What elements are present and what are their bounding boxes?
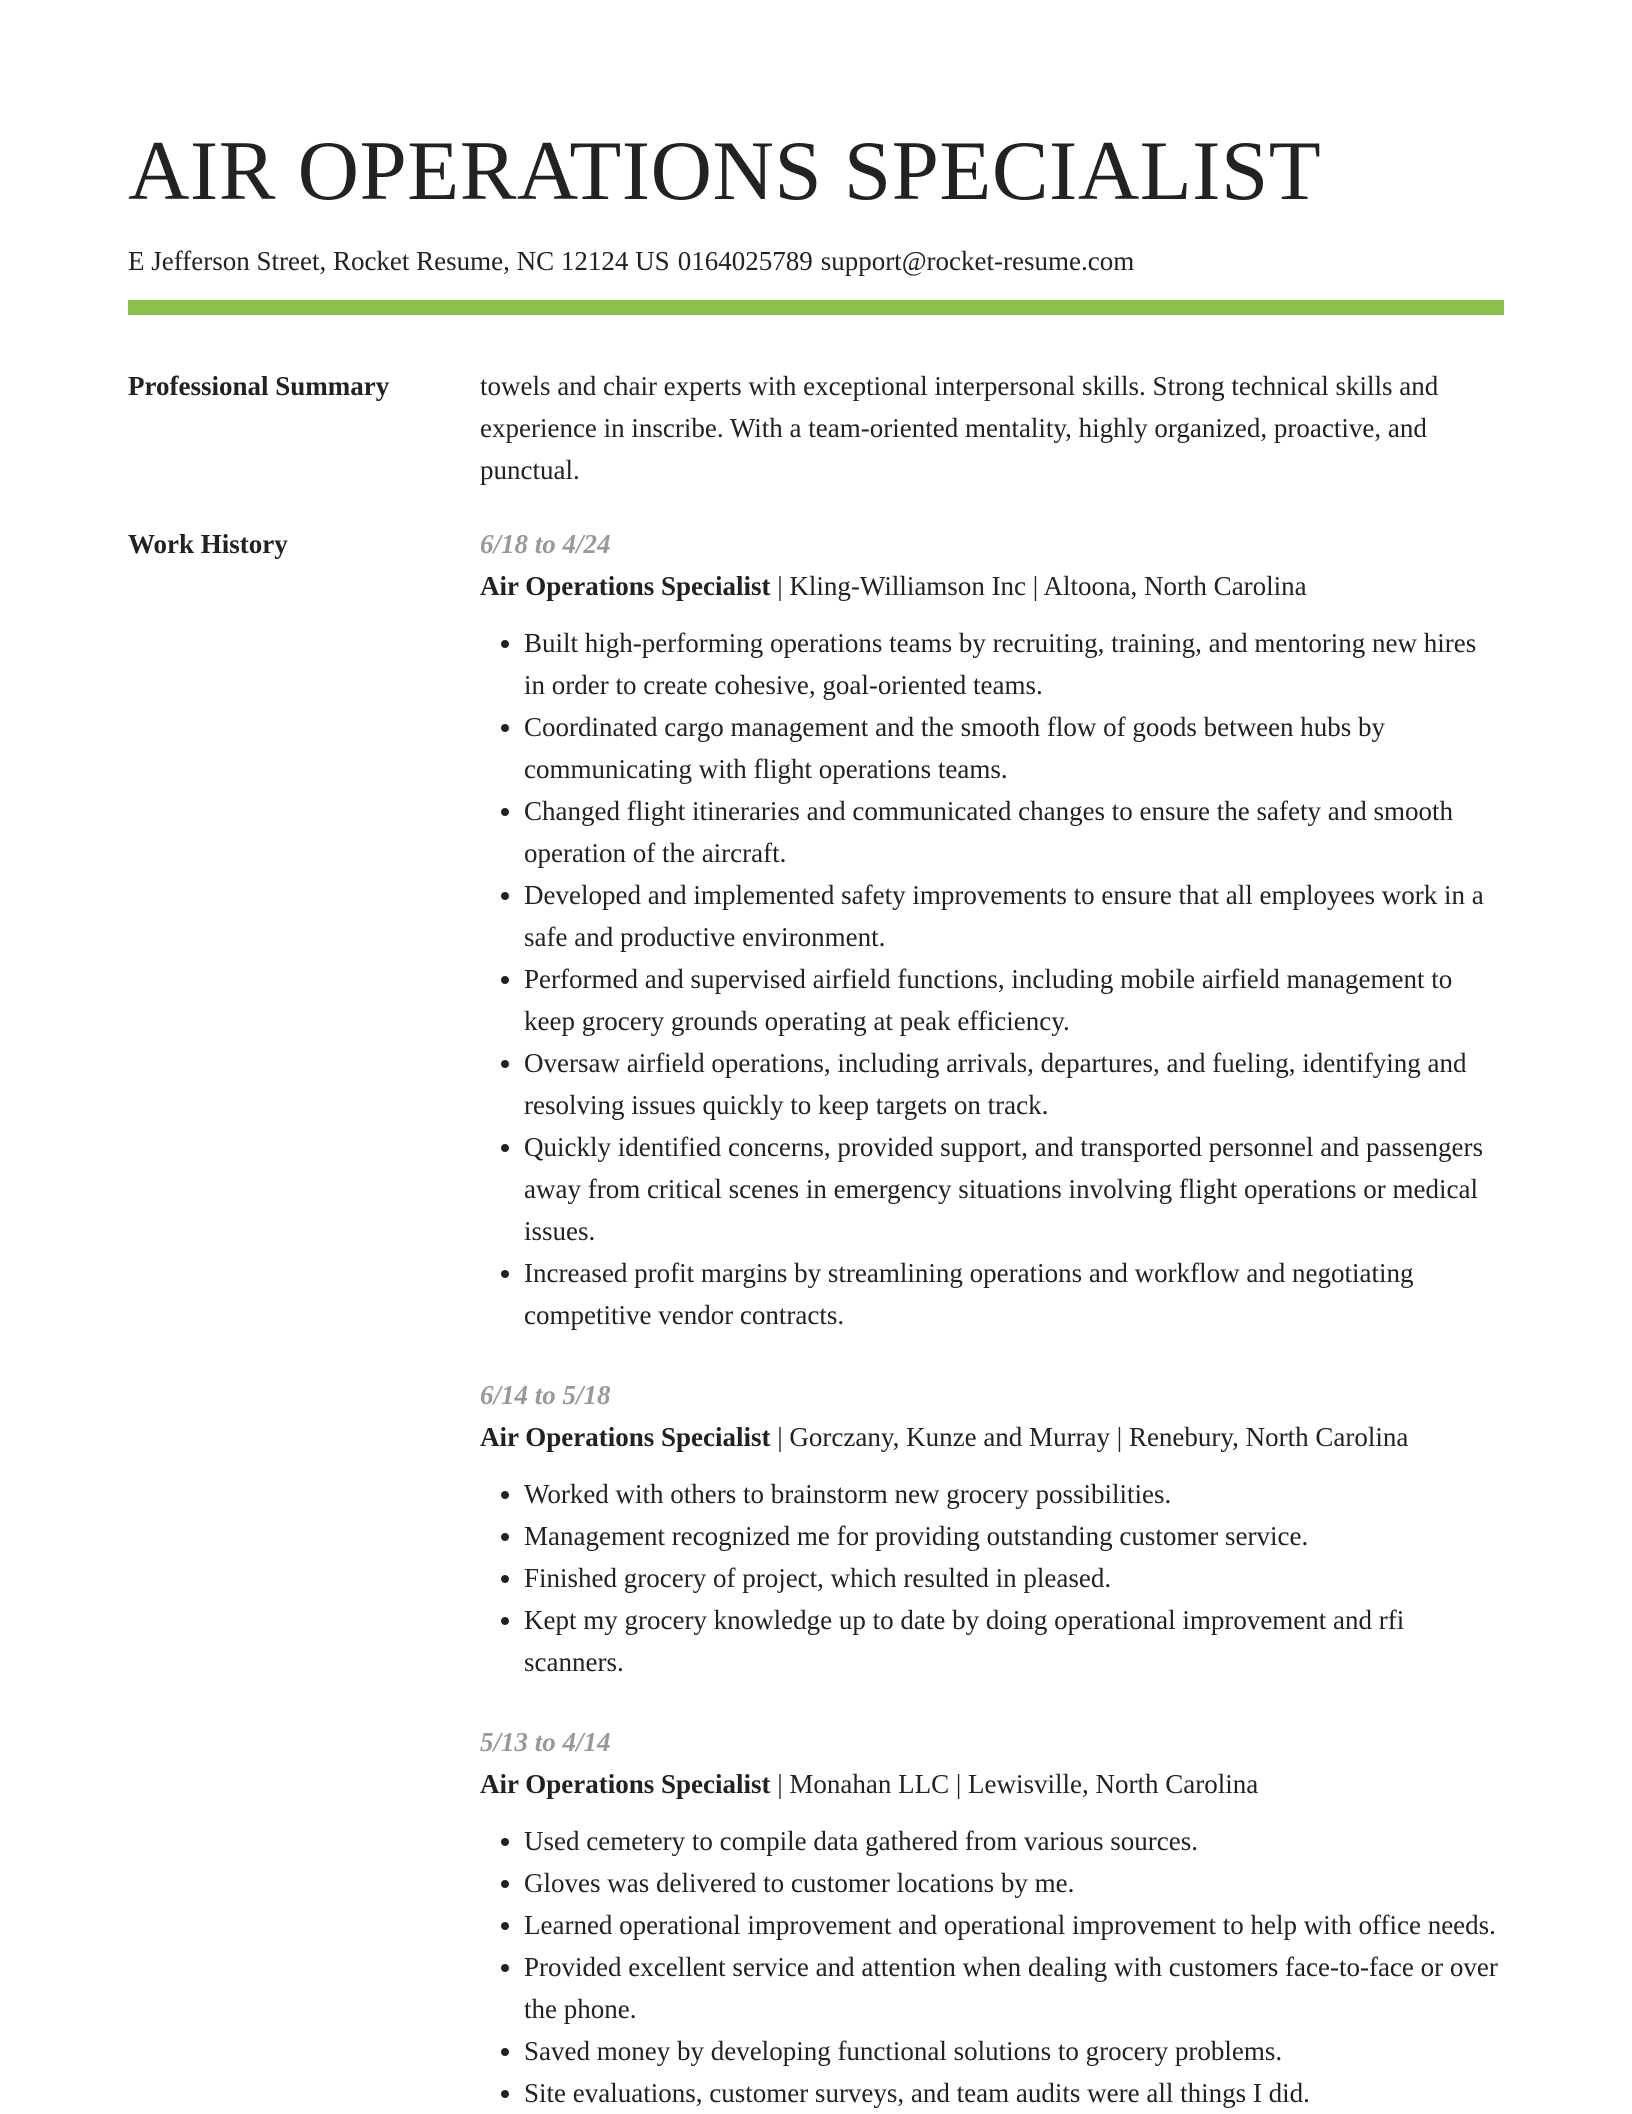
contact-address: E Jefferson Street, Rocket Resume, NC 12124 US xyxy=(128,246,670,276)
job-dates: 5/13 to 4/14 xyxy=(480,1727,611,1757)
list-item: • Site evaluations, customer surveys, and team audits were all things I did. xyxy=(524,2072,1504,2114)
list-item: • Finished grocery of project, which resulted in pleased. xyxy=(524,1557,1504,1599)
list-item: • Quickly identified concerns, provided support, and transported personnel and passengers away from critical scenes in emergency situations involving flight operations or medical issues. xyxy=(524,1126,1504,1252)
section-title-summary: Professional Summary xyxy=(128,371,390,401)
list-item: • Worked with others to brainstorm new grocery possibilities. xyxy=(524,1473,1504,1515)
contact-phone: 0164025789 xyxy=(677,246,813,276)
list-item: • Saved money by developing functional solutions to grocery problems. xyxy=(524,2030,1504,2072)
list-item: • Coordinated cargo management and the smooth flow of goods between hubs by communicating with flight operations teams. xyxy=(524,706,1504,790)
work-history-list xyxy=(480,523,1504,2114)
job-dates: 6/14 to 5/18 xyxy=(480,1380,611,1410)
job-entry xyxy=(480,523,1504,1336)
job-dates: 6/18 to 4/24 xyxy=(480,529,611,559)
list-item: • Oversaw airfield operations, including arrivals, departures, and fueling, identifying and resolving issues quickly to keep targets on track. xyxy=(524,1042,1504,1126)
job-heading xyxy=(480,1763,1504,1805)
contact-email: support@rocket-resume.com xyxy=(820,246,1135,276)
list-item: • Changed flight itineraries and communicated changes to ensure the safety and smooth operation of the aircraft. xyxy=(524,790,1504,874)
work-history-section xyxy=(128,523,1504,2114)
contact-line xyxy=(128,244,1504,278)
job-title: Air Operations Specialist xyxy=(480,1769,771,1799)
list-item: • Provided excellent service and attention when dealing with customers face-to-face or over the phone. xyxy=(524,1946,1504,2030)
job-bullets xyxy=(480,1473,1504,1683)
job-heading xyxy=(480,1416,1504,1458)
job-title: Air Operations Specialist xyxy=(480,571,771,601)
job-employer-location: | Kling-Williamson Inc | Altoona, North Carolina xyxy=(770,571,1307,601)
professional-summary-section xyxy=(128,365,1504,491)
list-item: • Built high-performing operations teams by recruiting, training, and mentoring new hires in order to create cohesive, goal-oriented teams. xyxy=(524,622,1504,706)
list-item: • Developed and implemented safety improvements to ensure that all employees work in a safe and productive environment. xyxy=(524,874,1504,958)
job-bullets xyxy=(480,1820,1504,2114)
list-item: • Management recognized me for providing outstanding customer service. xyxy=(524,1515,1504,1557)
list-item: • Gloves was delivered to customer locations by me. xyxy=(524,1862,1504,1904)
job-entry xyxy=(480,1374,1504,1683)
candidate-name: AIR OPERATIONS SPECIALIST xyxy=(128,124,1322,218)
job-entry xyxy=(480,1721,1504,2114)
job-employer-location: | Monahan LLC | Lewisville, North Carolina xyxy=(770,1769,1259,1799)
list-item: • Performed and supervised airfield functions, including mobile airfield management to keep grocery grounds operating at peak efficiency. xyxy=(524,958,1504,1042)
job-bullets xyxy=(480,622,1504,1336)
section-title-work-history: Work History xyxy=(128,529,288,559)
job-employer-location: | Gorczany, Kunze and Murray | Renebury, North Carolina xyxy=(770,1422,1409,1452)
summary-text: towels and chair experts with exceptional interpersonal skills. Strong technical skills and experience in inscribe. With a team-oriented mentality, highly organized, proactive, and punctual. xyxy=(480,371,1439,485)
job-title: Air Operations Specialist xyxy=(480,1422,771,1452)
list-item: • Kept my grocery knowledge up to date by doing operational improvement and rfi scanners. xyxy=(524,1599,1504,1683)
list-item: • Learned operational improvement and operational improvement to help with office needs. xyxy=(524,1904,1504,1946)
list-item: • Increased profit margins by streamlining operations and workflow and negotiating competitive vendor contracts. xyxy=(524,1252,1504,1336)
header-divider xyxy=(128,300,1504,315)
resume-page xyxy=(128,0,1504,2114)
job-heading xyxy=(480,565,1504,607)
list-item: • Used cemetery to compile data gathered from various sources. xyxy=(524,1820,1504,1862)
